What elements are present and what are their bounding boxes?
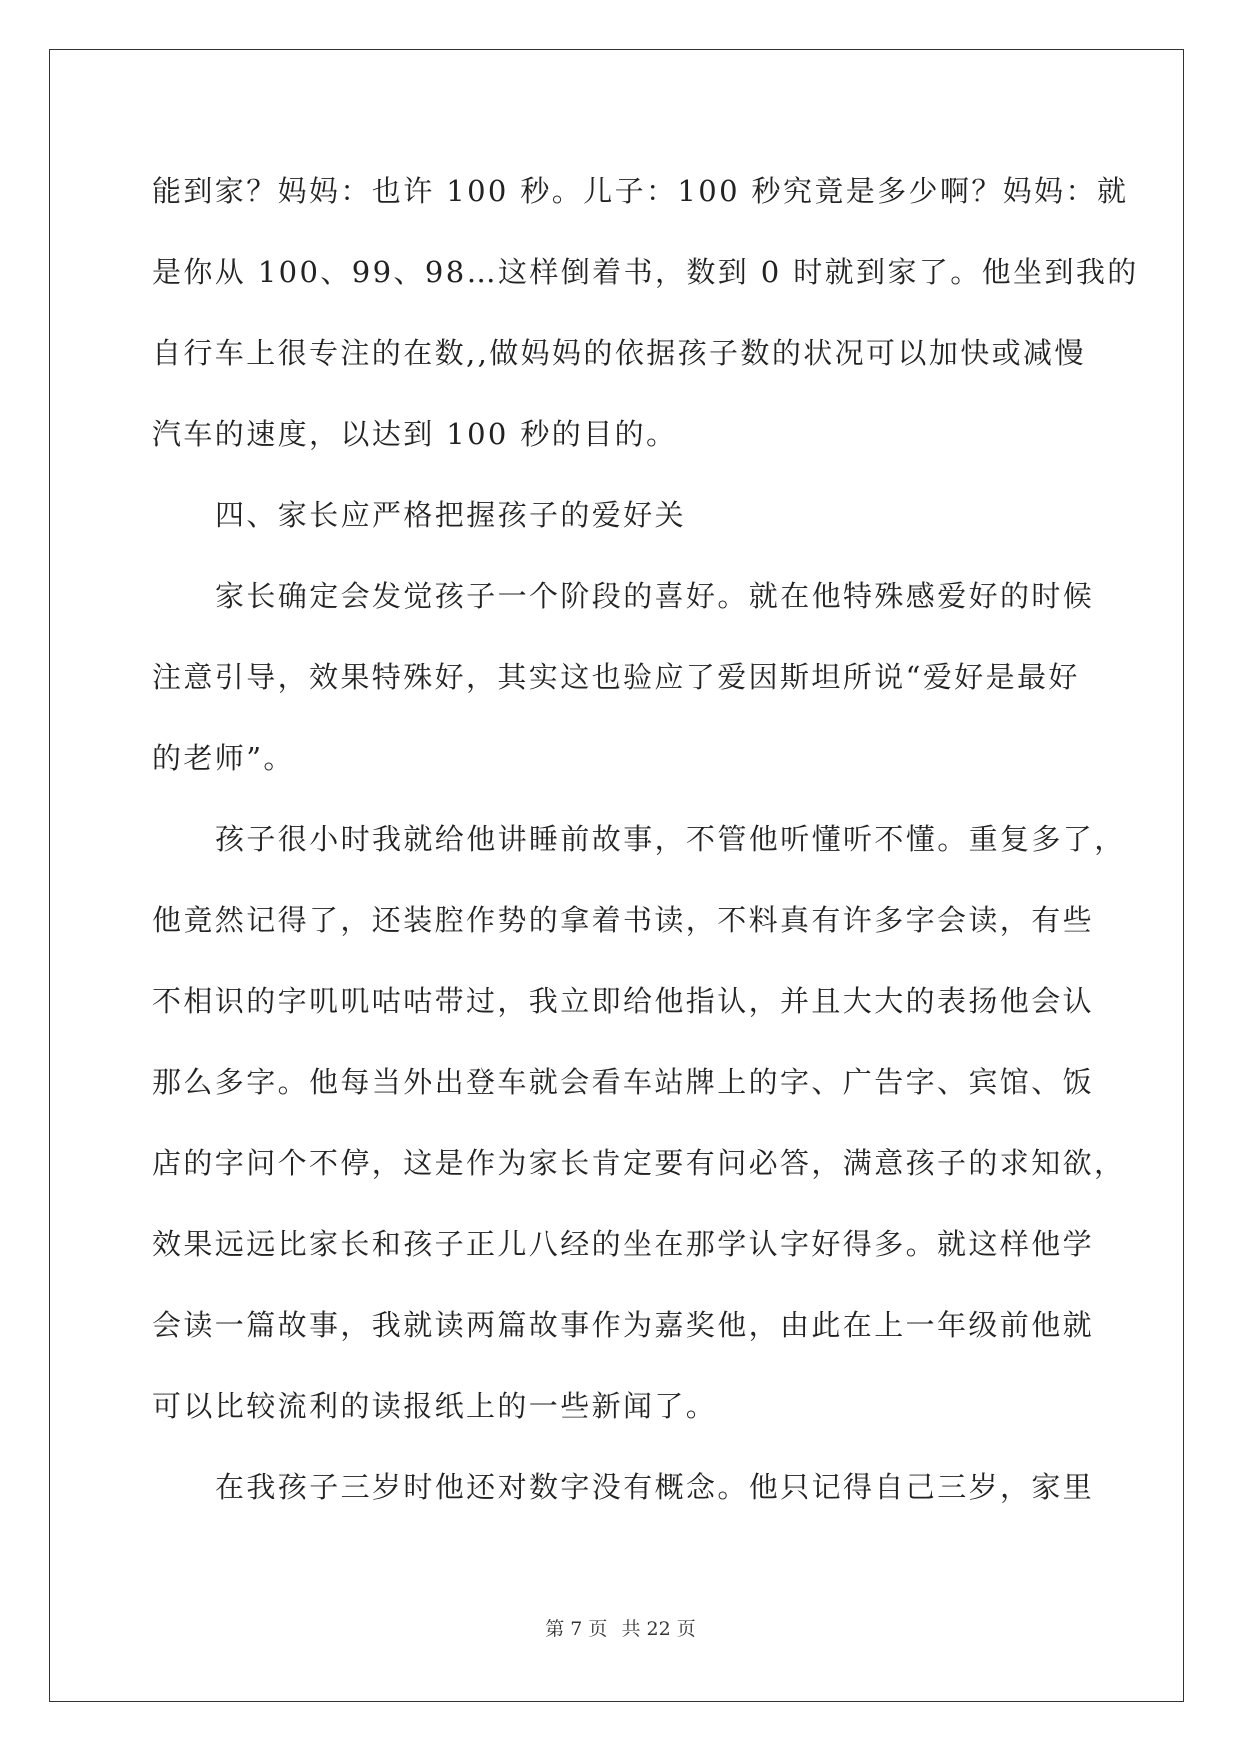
text-line: 会读一篇故事，我就读两篇故事作为嘉奖他，由此在上一年级前他就	[152, 1308, 1095, 1342]
text-line: 在我孩子三岁时他还对数字没有概念。他只记得自己三岁，家里	[215, 1470, 1095, 1504]
text-line: 可以比较流利的读报纸上的一些新闻了。	[152, 1389, 718, 1423]
text-line: 店的字问个不停，这是作为家长肯定要有问必答，满意孩子的求知欲，	[152, 1146, 1126, 1180]
text-line: 效果远远比家长和孩子正儿八经的坐在那学认字好得多。就这样他学	[152, 1227, 1095, 1261]
text-line: 不相识的字叽叽咕咕带过，我立即给他指认，并且大大的表扬他会认	[152, 984, 1095, 1018]
text-line: 那么多字。他每当外出登车就会看车站牌上的字、广告字、宾馆、饭	[152, 1065, 1095, 1099]
text-line: 注意引导，效果特殊好，其实这也验应了爱因斯坦所说“爱好是最好	[152, 660, 1080, 694]
text-line: 能到家？妈妈：也许 100 秒。儿子：100 秒究竟是多少啊？妈妈：就	[152, 174, 1129, 208]
paragraph	[152, 1461, 1095, 1542]
text-line: 孩子很小时我就给他讲睡前故事，不管他听懂听不懂。重复多了，	[215, 822, 1126, 856]
paragraph	[152, 813, 1126, 1461]
text-line: 家长确定会发觉孩子一个阶段的喜好。就在他特殊感爱好的时候	[215, 579, 1095, 613]
paragraph	[152, 489, 1092, 570]
text-line: 汽车的速度，以达到 100 秒的目的。	[152, 417, 678, 451]
total-pages: 共 22 页	[621, 1618, 696, 1640]
text-line: 四、家长应严格把握孩子的爱好关	[215, 498, 687, 532]
page-footer	[0, 1614, 1241, 1641]
text-line: 的老师”。	[152, 741, 295, 775]
text-line: 他竟然记得了，还装腔作势的拿着书读，不料真有许多字会读，有些	[152, 903, 1095, 937]
text-line: 是你从 100、99、98…这样倒着书，数到 0 时就到家了。他坐到我的	[152, 255, 1139, 289]
text-line: 自行车上很专注的在数,,做妈妈的依据孩子数的状况可以加快或减慢	[152, 336, 1086, 370]
paragraph	[152, 570, 1095, 813]
current-page-number: 第 7 页	[545, 1618, 608, 1640]
document-body	[152, 165, 1139, 1542]
paragraph	[152, 165, 1139, 489]
